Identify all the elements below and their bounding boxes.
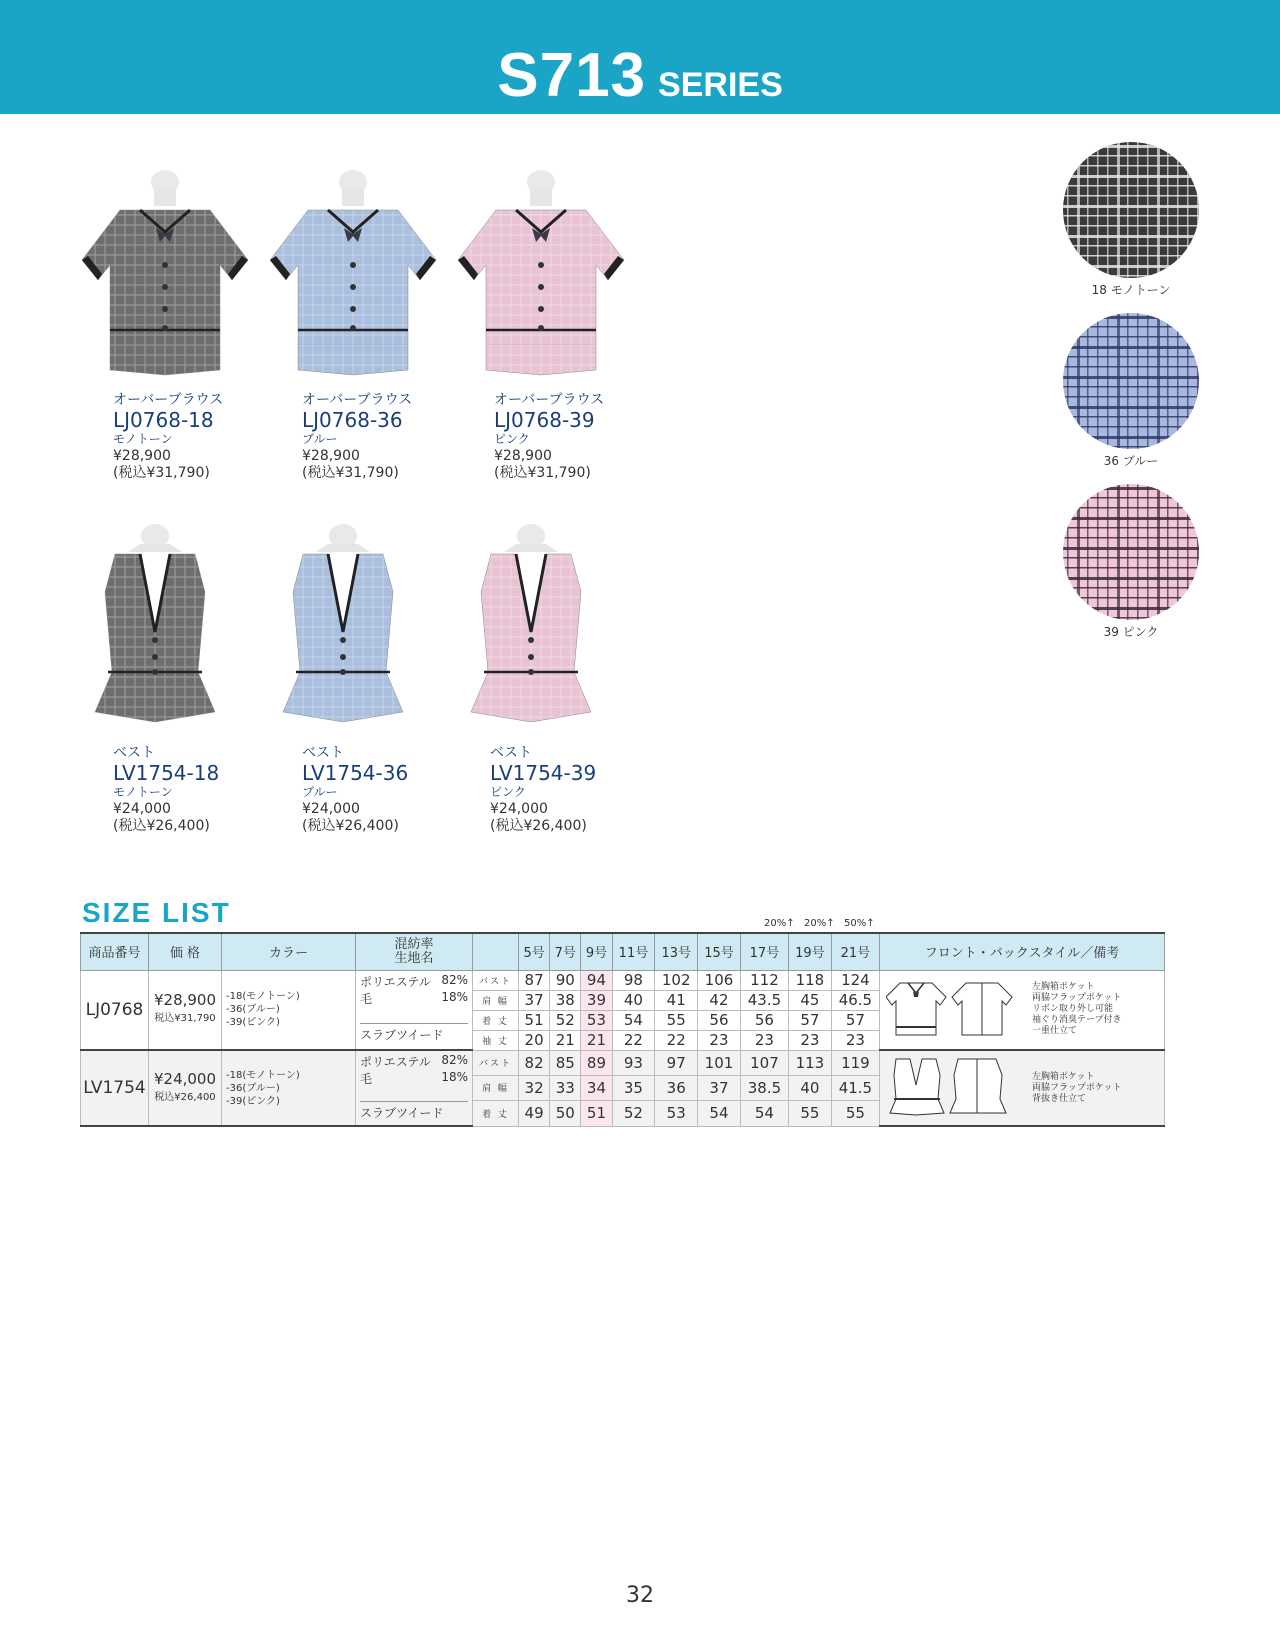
size-value: 38	[550, 990, 581, 1010]
product-color: ブルー	[302, 785, 338, 799]
product-code: LJ0768-36	[302, 408, 403, 432]
swatch-label: 18 モノトーン	[1091, 283, 1171, 297]
style-notes	[880, 1050, 1165, 1126]
size-value: 55	[831, 1101, 879, 1126]
measure-name: 着 丈	[473, 1101, 519, 1126]
size-value: 23	[740, 1030, 788, 1050]
product-figure	[70, 170, 250, 389]
size-value: 57	[789, 1010, 832, 1030]
series-title	[0, 40, 1280, 111]
size-value: 22	[655, 1030, 698, 1050]
size-list-title: SIZE LIST	[82, 897, 231, 928]
size-value: 49	[519, 1101, 550, 1126]
fabric-swatch	[1063, 313, 1199, 449]
size-value: 43.5	[740, 990, 788, 1010]
product-code: LV1754-39	[490, 761, 597, 785]
style-illustration	[886, 977, 1016, 1043]
product-price-tax: (税込¥31,790)	[302, 465, 399, 481]
note-item: 両脇フラップポケット	[1032, 1082, 1122, 1093]
header-size: 13号	[655, 933, 698, 970]
size-value: 37	[519, 990, 550, 1010]
note-item: 左胸箱ポケット	[1032, 982, 1095, 993]
product-code: LV1754-36	[302, 761, 409, 785]
size-value: 51	[519, 1010, 550, 1030]
size-value: 106	[698, 970, 741, 990]
product-price: ¥24,000	[113, 801, 171, 817]
header-size: 17号	[740, 933, 788, 970]
header-size: 7号	[550, 933, 581, 970]
size-value: 52	[612, 1101, 655, 1126]
size-value: 82	[519, 1050, 550, 1075]
size-value: 56	[740, 1010, 788, 1030]
size-value: 113	[789, 1050, 832, 1075]
size-value: 45	[789, 990, 832, 1010]
size-value: 90	[550, 970, 581, 990]
size-value: 54	[698, 1101, 741, 1126]
header-size: 5号	[519, 933, 550, 970]
product-caption	[113, 745, 293, 835]
price-tax: 税込¥31,790	[154, 1013, 216, 1025]
fabric-line	[360, 1070, 468, 1087]
color-item: -39(ピンク)	[226, 1095, 280, 1107]
product-figure	[258, 522, 438, 741]
measure-name: 肩 幅	[473, 990, 519, 1010]
size-value: 56	[698, 1010, 741, 1030]
style-notes	[880, 970, 1165, 1050]
product-figure	[258, 170, 438, 389]
header-size: 21号	[831, 933, 879, 970]
series-code: S713	[497, 41, 647, 110]
note-list	[1032, 982, 1122, 1037]
size-value: 52	[550, 1010, 581, 1030]
header-size: 15号	[698, 933, 741, 970]
size-value: 21	[550, 1030, 581, 1050]
product-price: ¥28,900	[494, 448, 552, 464]
swatch-label: 39 ピンク	[1103, 625, 1159, 639]
product-price	[149, 970, 222, 1050]
header-size: 9号	[581, 933, 612, 970]
product-color: ピンク	[494, 432, 530, 446]
fabric-swatch	[1063, 142, 1199, 278]
size-value: 118	[789, 970, 832, 990]
product-color: ブルー	[302, 432, 338, 446]
size-value: 38.5	[740, 1075, 788, 1100]
page-header	[0, 0, 1280, 114]
product-color: ピンク	[490, 785, 526, 799]
size-value: 102	[655, 970, 698, 990]
percent-note: 50%↑	[844, 918, 875, 929]
size-value: 124	[831, 970, 879, 990]
series-word: SERIES	[658, 66, 783, 104]
size-value: 23	[831, 1030, 879, 1050]
color-list	[222, 970, 356, 1050]
color-item: -18(モノトーン)	[226, 1069, 300, 1081]
fabric-material: 毛	[360, 991, 373, 1006]
product-price: ¥28,900	[113, 448, 171, 464]
note-item: 背抜き仕立て	[1032, 1093, 1087, 1104]
size-value: 46.5	[831, 990, 879, 1010]
note-list	[1032, 1072, 1121, 1105]
size-value: 119	[831, 1050, 879, 1075]
fabric-percent: 82%	[441, 1053, 468, 1067]
note-item: リボン取り外し可能	[1032, 1004, 1114, 1015]
price-value: ¥28,900	[153, 991, 217, 1010]
fabric-line	[360, 1053, 468, 1070]
size-value: 57	[831, 1010, 879, 1030]
fabric-line	[360, 973, 468, 990]
style-illustration	[886, 1055, 1016, 1121]
header-fabric: 混紡率 生地名	[356, 933, 473, 970]
color-list	[222, 1050, 356, 1126]
price-tax: 税込¥26,400	[154, 1091, 216, 1103]
fabric-percent: 82%	[441, 972, 468, 987]
size-value: 40	[612, 990, 655, 1010]
product-price-tax: (税込¥26,400)	[490, 818, 587, 834]
header-code: 商品番号	[81, 933, 149, 970]
fabric-info	[356, 970, 473, 1050]
swatch-label: 36 ブルー	[1103, 454, 1159, 468]
size-value: 98	[612, 970, 655, 990]
measure-name: 肩 幅	[473, 1075, 519, 1100]
table-row	[81, 1050, 1165, 1075]
product-code: LV1754-18	[113, 761, 220, 785]
color-item: -36(ブルー)	[226, 1004, 280, 1016]
fabric-info	[356, 1050, 473, 1126]
product-code: LJ0768-39	[494, 408, 595, 432]
product-price: ¥24,000	[302, 801, 360, 817]
note-item: 左胸箱ポケット	[1032, 1071, 1095, 1082]
product-caption	[490, 745, 670, 835]
product-color: モノトーン	[113, 432, 173, 446]
percent-note: 20%↑	[804, 918, 835, 929]
product-caption	[113, 392, 293, 482]
measure-name: 袖 丈	[473, 1030, 519, 1050]
size-value: 54	[740, 1101, 788, 1126]
product-caption	[494, 392, 674, 482]
size-value: 87	[519, 970, 550, 990]
size-value: 32	[519, 1075, 550, 1100]
fabric-material: 毛	[360, 1072, 373, 1086]
size-value: 97	[655, 1050, 698, 1075]
page-number: 32	[626, 1583, 654, 1608]
size-value: 54	[612, 1010, 655, 1030]
size-table-header	[81, 933, 1165, 970]
size-value: 34	[581, 1075, 612, 1100]
product-figure	[446, 522, 626, 741]
product-type: オーバーブラウス	[113, 392, 224, 408]
fabric-material: ポリエステル	[360, 974, 431, 989]
size-value: 37	[698, 1075, 741, 1100]
price-value: ¥24,000	[153, 1069, 217, 1088]
percent-note: 20%↑	[764, 918, 795, 929]
size-value: 107	[740, 1050, 788, 1075]
fabric-percent: 18%	[441, 989, 468, 1004]
size-value: 36	[655, 1075, 698, 1100]
size-value: 101	[698, 1050, 741, 1075]
header-measure	[473, 933, 519, 970]
product-price-tax: (税込¥26,400)	[302, 818, 399, 834]
product-price-tax: (税込¥31,790)	[494, 465, 591, 481]
size-value: 89	[581, 1050, 612, 1075]
size-value: 20	[519, 1030, 550, 1050]
product-type: オーバーブラウス	[494, 392, 605, 408]
fabric-percent: 18%	[441, 1070, 468, 1084]
size-value: 55	[655, 1010, 698, 1030]
product-color: モノトーン	[113, 785, 173, 799]
size-value: 41.5	[831, 1075, 879, 1100]
size-value: 35	[612, 1075, 655, 1100]
product-figure	[70, 522, 250, 741]
product-type: ベスト	[302, 745, 344, 761]
size-value: 51	[581, 1101, 612, 1126]
size-table	[80, 932, 1165, 1127]
size-value: 22	[612, 1030, 655, 1050]
size-value: 23	[698, 1030, 741, 1050]
color-item: -18(モノトーン)	[226, 991, 300, 1003]
product-caption	[302, 392, 482, 482]
size-value: 50	[550, 1101, 581, 1126]
product-price: ¥28,900	[302, 448, 360, 464]
product-figure	[446, 170, 626, 389]
fabric-material: ポリエステル	[360, 1055, 431, 1069]
size-value: 85	[550, 1050, 581, 1075]
size-value: 112	[740, 970, 788, 990]
fabric-name: スラブツイード	[360, 1101, 468, 1121]
fabric-swatch	[1063, 484, 1199, 620]
size-value: 39	[581, 990, 612, 1010]
size-value: 23	[789, 1030, 832, 1050]
header-size: 19号	[789, 933, 832, 970]
size-value: 21	[581, 1030, 612, 1050]
product-price-tax: (税込¥26,400)	[113, 818, 210, 834]
product-number: LV1754	[81, 1050, 149, 1126]
color-item: -36(ブルー)	[226, 1082, 280, 1094]
product-caption	[302, 745, 482, 835]
color-item: -39(ピンク)	[226, 1017, 280, 1029]
size-value: 40	[789, 1075, 832, 1100]
header-style: フロント・バックスタイル／備考	[880, 933, 1165, 970]
note-item: 一重仕立て	[1032, 1026, 1078, 1037]
fabric-line	[360, 990, 468, 1007]
size-value: 94	[581, 970, 612, 990]
size-value: 53	[655, 1101, 698, 1126]
size-value: 53	[581, 1010, 612, 1030]
product-price	[149, 1050, 222, 1126]
table-row	[81, 970, 1165, 990]
measure-name: 着 丈	[473, 1010, 519, 1030]
fabric-name: スラブツイード	[360, 1023, 468, 1043]
product-type: ベスト	[490, 745, 532, 761]
product-type: ベスト	[113, 745, 155, 761]
size-value: 41	[655, 990, 698, 1010]
product-number: LJ0768	[81, 970, 149, 1050]
note-item: 袖ぐり消臭テープ付き	[1032, 1015, 1122, 1026]
size-value: 93	[612, 1050, 655, 1075]
header-size: 11号	[612, 933, 655, 970]
header-price: 価 格	[149, 933, 222, 970]
size-value: 55	[789, 1101, 832, 1126]
product-type: オーバーブラウス	[302, 392, 413, 408]
size-value: 33	[550, 1075, 581, 1100]
product-price-tax: (税込¥31,790)	[113, 465, 210, 481]
note-item: 両脇フラップポケット	[1032, 993, 1122, 1004]
product-code: LJ0768-18	[113, 408, 214, 432]
measure-name: バスト	[473, 970, 519, 990]
product-price: ¥24,000	[490, 801, 548, 817]
header-color: カラー	[222, 933, 356, 970]
size-value: 42	[698, 990, 741, 1010]
measure-name: バスト	[473, 1050, 519, 1075]
